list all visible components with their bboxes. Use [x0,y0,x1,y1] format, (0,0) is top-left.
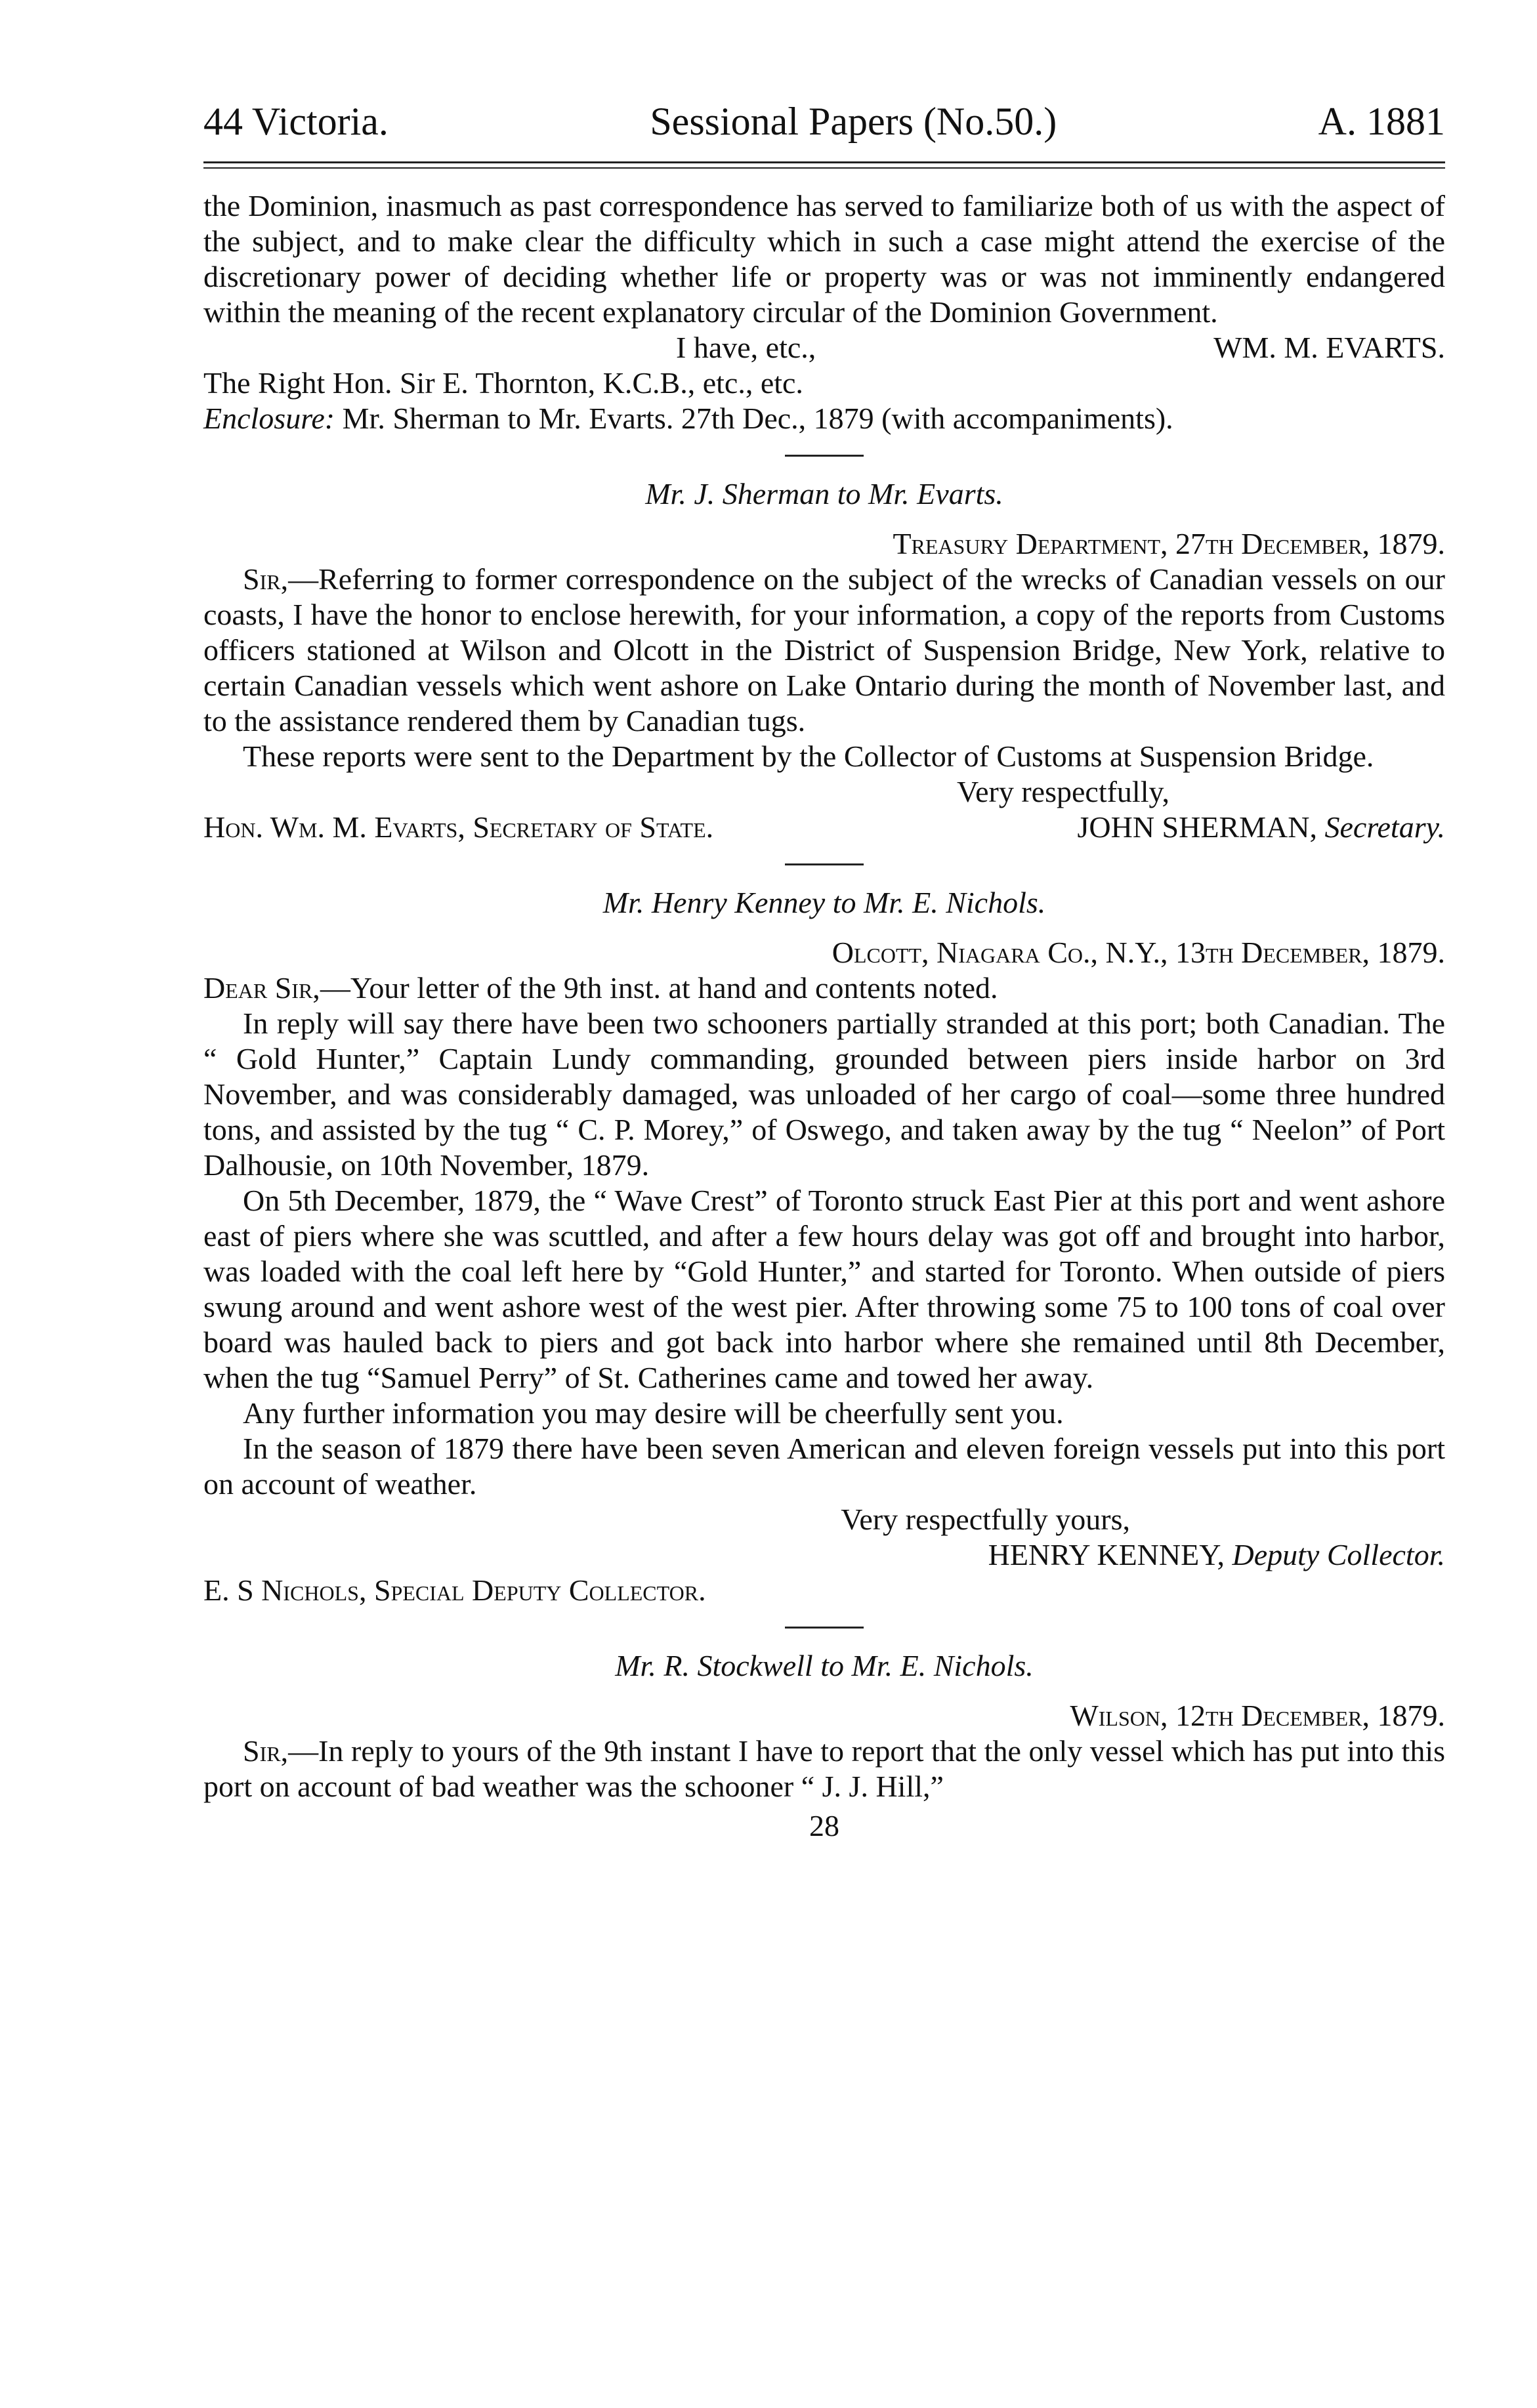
header-rule-secondary [203,167,1445,169]
paragraph: Any further information you may desire will be cheerfully sent you. [243,1396,1064,1430]
dateline: Treasury Department, 27th December, 1879. [893,527,1445,560]
closing: Very respectfully, [957,775,1169,808]
header-rule [203,161,1445,163]
letter-title: Mr. Henry Kenney to Mr. E. Nichols. [602,886,1046,919]
signature: JOHN SHERMAN, Secretary. [1077,810,1445,844]
signature: HENRY KENNEY, Deputy Collector. [988,1538,1445,1571]
paragraph: These reports were sent to the Department by the Collector of Customs at Suspension Bridge. [243,739,1374,773]
addressee: The Right Hon. Sir E. Thornton, K.C.B., etc., etc. [203,366,803,400]
dateline: Wilson, 12th December, 1879. [1070,1699,1445,1732]
letter-body: the Dominion, inasmuch as past correspondence has served to familiarize both of us with the aspect of the subject, and to make clear the difficulty which in such a case might attend the exercise of the discretionary power of deciding whether life or property was or was not imminently endangered within the meaning of the recent explanatory circular of the Dominion Government. [203,189,1445,329]
closing: I have, etc., [676,331,816,364]
paragraph: Dear Sir,—Your letter of the 9th inst. at hand and contents noted. [203,971,998,1005]
paragraph: In reply will say there have been two schooners partially stranded at this port; both Canadian. The “ Gold Hunter,” Captain Lundy commanding, grounded between piers inside harbor on 3rd November, and was considerably damaged, was unloaded of her cargo of coal—some three hundred tons, and assisted by the tug “ C. P. Morey,” of Oswego, and taken away by the tug “ Neelon” of Port Dalhousie, on 10th November, 1879. [203,1007,1445,1182]
paragraph: Sir,—In reply to yours of the 9th instant I have to report that the only vessel which has put into this port on account of bad weather was the schooner “ J. J. Hill,” [203,1734,1445,1803]
dateline: Olcott, Niagara Co., N.Y., 13th December, 1879. [832,936,1445,969]
enclosure-label: Enclosure: [203,402,335,435]
letter-title: Mr. R. Stockwell to Mr. E. Nichols. [615,1649,1034,1682]
section-separator [785,863,864,865]
letter-stockwell [203,1648,1445,1804]
section-separator [785,455,864,457]
paragraph: In the season of 1879 there have been seven American and eleven foreign vessels put into this port on account of weather. [203,1432,1445,1501]
letter-evarts-continuation [203,188,1445,436]
salutation: Sir, [243,1734,289,1768]
letter-sherman [203,476,1445,845]
letter-title: Mr. J. Sherman to Mr. Evarts. [645,477,1003,510]
closing: Very respectfully yours, [841,1503,1130,1536]
header-center: Sessional Papers (No.50.) [650,100,1057,143]
salutation: Dear Sir, [203,971,320,1005]
header-left: 44 Victoria. [203,100,389,143]
section-separator [785,1627,864,1629]
signature: WM. M. EVARTS. [1213,331,1445,364]
enclosure-text: Mr. Sherman to Mr. Evarts. 27th Dec., 1879 (with accompaniments). [342,402,1173,435]
salutation: Sir, [243,562,289,596]
paragraph: On 5th December, 1879, the “ Wave Crest” of Toronto struck East Pier at this port and went ashore east of piers where she was scuttled, and after a few hours delay was got off and brought into harbor, was loaded with the coal left here by “Gold Hunter,” and started for Toronto. When outside of piers swung around and went ashore west of the west pier. After throwing some 75 to 100 tons of coal over board was hauled back to piers and got back into harbor where she remained until 8th December, when the tug “Samuel Perry” of St. Catherines came and towed her away. [203,1184,1445,1394]
running-header [203,98,1445,144]
paragraph: Sir,—Referring to former correspondence on the subject of the wrecks of Canadian vessels on our coasts, I have the honor to enclose herewith, for your information, a copy of the reports from Customs officers stationed at Wilson and Olcott in the District of Suspension Bridge, New York, relative to certain Canadian vessels which went ashore on Lake Ontario during the month of November last, and to the assistance rendered them by Canadian tugs. [203,562,1445,737]
addressee: Hon. Wm. M. Evarts, Secretary of State. [203,810,714,844]
addressee: E. S Nichols, Special Deputy Collector. [203,1573,706,1607]
signature-row [203,810,1445,845]
header-right: A. 1881 [1318,100,1445,143]
page-number: 28 [809,1809,839,1842]
closing-row [203,330,1445,365]
enclosure-note [203,401,1445,436]
letter-kenney [203,885,1445,1608]
